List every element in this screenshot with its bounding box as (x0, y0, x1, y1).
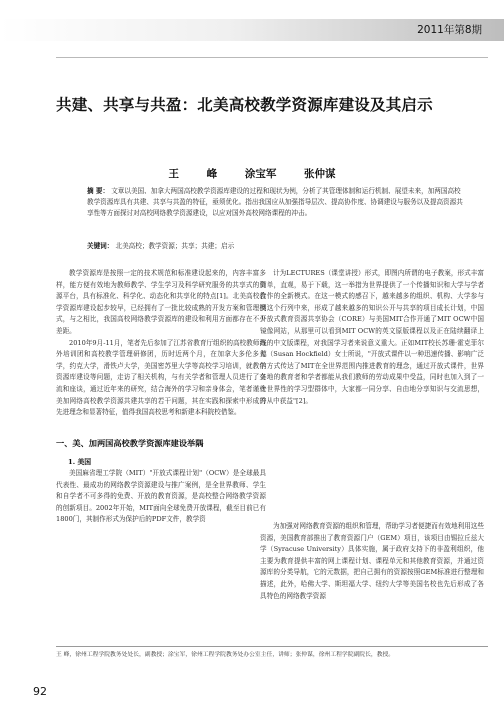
keywords-block (87, 241, 465, 251)
mit-paragraph: 美国麻省理工学院（MIT）"开放式课程计划"（OCW）是全球最具代表性、最成功的网络教学资源建设与推广案例，是全世界教师、学生和自学者不可多得的免费、开放的教育资源，是高校整合网络教学资源的创新项目。2002年开始，MIT面向全球免费开放课程，截至目前已有1800门，其制作形式为保护后的PDF文件，教学资 (56, 469, 266, 524)
header-rule (56, 57, 488, 58)
keywords-label: 关键词： (87, 242, 114, 250)
left-column-intro (56, 268, 266, 419)
page-number: 92 (33, 685, 47, 698)
right-paragraph-1: 计为LECTURES（课堂讲授）形式，即图内所谓的电子教案，形式丰富简单，直观，易于下载，这一举措为世界提供了一个传播知识和大学与学者合作的全新模式。在这一模式的感召下，越来越多的组织、机构、大学参与到这个行列中来，形成了越来越多的知识公开与共享的项目成长计划，中国开放式教育资源共享协会（CORE）与美国MIT合作开通了MIT OCW中国镜像网站，从那里可以看到MIT OCW的英文原版课程以及正在陆续翻译上线的中文版课程，对我国学习者来说意义重大。正如MIT校长苏珊·霍克菲尔德（Susan Hockfield）女士所说，"开放式课件以一种迅速传播、影响广泛的方式传达了MIT在全世界范围内推进教育的理念，通过开放式课件，世界各地的教育者和学者都能从我们教师的劳动成果中受益，同时也加入到了一个世界性的学习型群体中，大家都一同分享、自由地分享知识与交流思想，并从中获益"[2]。 (260, 269, 484, 405)
issue-label: 2011年第8期 (417, 24, 482, 36)
right-column-top (260, 268, 484, 407)
subsection-heading: 1. 美国 (68, 458, 92, 466)
left-column-mit (56, 468, 266, 526)
abstract-block (87, 186, 465, 220)
abstract-label: 摘 要： (87, 187, 110, 195)
author-footnote: 王 峰，徐州工程学院教务处处长，副教授；涂宝军，徐州工程学院教务处办公室主任，讲师；张仲谋，徐州工程学院副院长，教授。 (56, 652, 395, 658)
issue-header (0, 0, 504, 44)
footnote-rule (56, 646, 488, 647)
section-heading: 一、美、加两国高校教学资源库建设举隅 (56, 438, 204, 448)
article-title: 共建、共享与共盈：北美高校教学资源库建设及其启示 (56, 96, 433, 114)
article-authors: 王 峰 涂宝军 张仲谋 (168, 168, 336, 180)
abstract-text: 文章以美国、加拿大两国高校教学资源库建设的过程和现状为例，分析了其管理体制和运行机制、展望未来，加两国高校教学资源库具有共建、共享与共盈的特征，亟须优化。指出我国应从加强指导层次、提高协作度、协调建设与服务以及提高资源共享性等方面探讨对高校网络教学资源建设，以应对国外高校网络课程的冲击。 (87, 187, 463, 218)
intro-paragraph-1: 教学资源库是按照一定的技术规范和标准建设起来的，内容丰富多样，能方便有效地为教师教学、学生学习及科学研究服务的共享式的资源平台，具有标准化、科学化、动态化和共享化的特点[1]。北美高校教学资源库建设起步较早，已经拥有了一批比较成熟的开发方案和管理模式，与之相比，我国高校网络教学资源库的建设和利用方面都存在不少差距。 (56, 269, 266, 335)
intro-paragraph-2: 2010年9月-11月，笔者先后参加了江苏省教育厅组织的高校教师海外培训团和高校教学管理研修团，历时近两个月，在加拿大多伦多大学，约克大学，滑铁卢大学，美国密苏里大学等高校学习培训，就教学资源库建设等问题，走访了相关机构，与有关学者和管理人员进行了交流和座谈，通过近年来的研究，结合海外的学习和亲身体会，笔者谨就美加网络高校教学资源共建共享的若干问题，其在实践和探索中形成的先进理念和显著特征，值得我国高校思考和新建本科院校借鉴。 (56, 338, 266, 417)
right-column-bottom (260, 521, 484, 602)
keywords-text: 北美高校；教学资源；共享；共建；启示 (115, 242, 235, 250)
right-paragraph-2: 为加强对网络教育资源的组织和管理，帮助学习者便捷而有效地利用这些资源，美国教育部推出了教育资源门户（GEM）项目，该项目由锡拉丘兹大学（Syracuse University）具体实施，属于政府支持下的非盈利组织，他主要为教育提供丰富的网上课程计划、课程单元和其他教育资源，并通过资源库的分类导航，它的元数据，把自己拥有的资源按照GEM标准进行整理和描述，此外，哈佛大学、斯坦福大学、纽约大学等美国名校也先后形成了各具特色的网络教学资源 (260, 522, 484, 600)
